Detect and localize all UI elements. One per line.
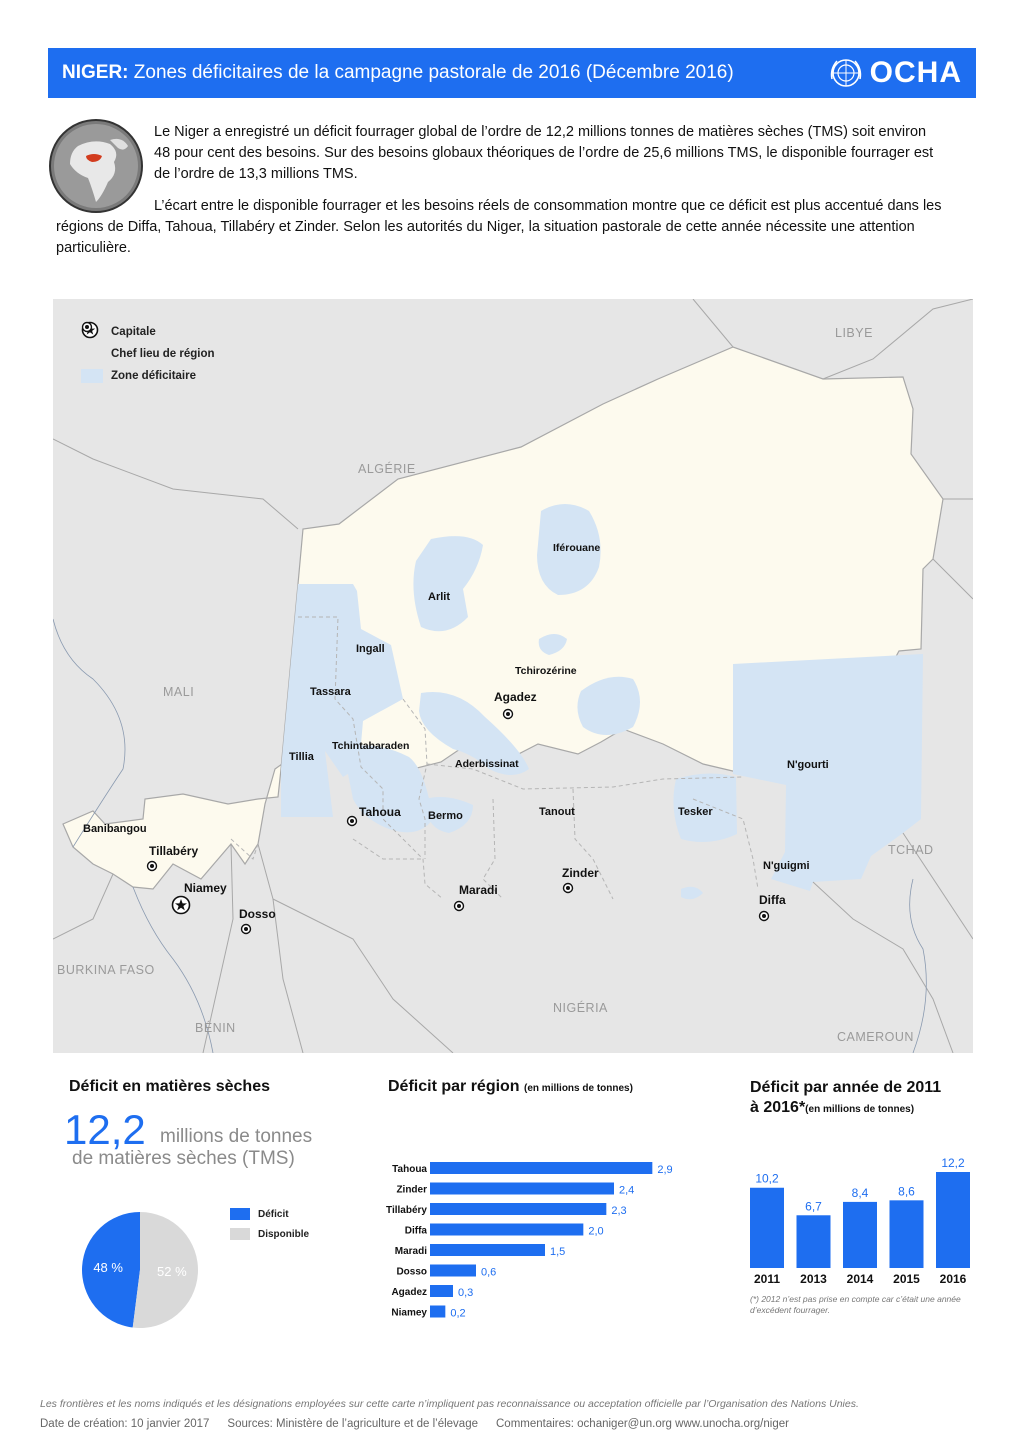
map-label-niamey: Niamey	[184, 881, 227, 895]
year-chart-title	[750, 1078, 941, 1120]
region-chart-unit: (en millions de tonnes)	[524, 1083, 633, 1094]
map-label-tillabery: Tillabéry	[149, 844, 199, 858]
country-label-tchad: TCHAD	[888, 843, 934, 857]
deficit-unit-line1: millions de tonnes	[160, 1126, 313, 1147]
region-tick-label: Zinder	[396, 1184, 427, 1196]
intro-paragraph-2: L’écart entre le disponible fourrager et les besoins réels de consommation montre que ce déficit est plus accentué dans les régions de Diffa, Tahoua, Tillabéry et Zinder. Selon les autorités du Niger, la situation pastorale de cette année nécessite une attention particulière.	[56, 198, 942, 256]
region-value-label: 2,0	[588, 1225, 604, 1238]
country-label-burkina-faso: BURKINA FASO	[57, 963, 155, 977]
region-bar	[430, 1183, 614, 1195]
footer-date: Date de création: 10 janvier 2017	[40, 1418, 210, 1430]
map-label-dosso: Dosso	[239, 907, 276, 921]
pie-label-disponible: 52 %	[157, 1264, 187, 1280]
map-label-bermo: Bermo	[428, 810, 463, 822]
region-chart-title	[388, 1078, 633, 1096]
deficit-zone-small-2	[681, 887, 703, 900]
year-value-label: 8,6	[898, 1184, 915, 1199]
year-value-label: 6,7	[805, 1199, 822, 1214]
pie-legend-deficit: Déficit	[258, 1208, 289, 1220]
un-emblem-icon	[828, 55, 864, 91]
footer-comments: Commentaires: ochaniger@un.org www.unocha.org/niger	[496, 1418, 789, 1430]
intro-paragraph-1: Le Niger a enregistré un déficit fourrager global de l’ordre de 12,2 millions tonnes de matières sèches (TMS) soit environ 48 pour cent des besoins. Sur des besoins globaux théoriques de l’ordre de 25,6 millions TMS, le disponible fourrager est de l’ordre de 13,3 millions TMS.	[154, 124, 934, 182]
region-seat-marker-dosso	[240, 923, 252, 935]
region-bar	[430, 1224, 583, 1236]
map-label-diffa: Diffa	[759, 893, 786, 907]
map-base	[53, 299, 973, 1053]
region-bar	[430, 1306, 445, 1318]
pie-label-deficit: 48 %	[93, 1259, 123, 1275]
map-label-banibangou: Banibangou	[83, 823, 147, 835]
year-value-label: 8,4	[851, 1185, 869, 1200]
ocha-logo	[828, 54, 962, 92]
year-chart-title-line1: Déficit par année de 2011	[750, 1079, 942, 1096]
map-label-tchintabaraden: Tchintabaraden	[332, 740, 410, 752]
region-bar	[430, 1203, 606, 1215]
map-label-arlit: Arlit	[428, 591, 450, 603]
year-value-label: 10,2	[755, 1171, 779, 1186]
map-label-agadez: Agadez	[494, 690, 537, 704]
country-name: NIGER:	[62, 62, 129, 83]
country-label-nigeria: NIGÉRIA	[553, 1001, 608, 1015]
year-tick-label: 2015	[893, 1272, 920, 1286]
footer-meta	[40, 1418, 990, 1430]
page-title	[62, 62, 734, 84]
country-label-algerie: ALGÉRIE	[358, 462, 416, 476]
year-bar	[890, 1200, 924, 1268]
title-text: Zones déficitaires de la campagne pastorale de 2016 (Décembre 2016)	[133, 62, 734, 83]
pie-legend-disponible: Disponible	[258, 1228, 310, 1240]
legend-region-seat-label: Chef lieu de région	[111, 348, 215, 360]
region-tick-label: Dosso	[396, 1266, 427, 1278]
year-bar	[843, 1202, 877, 1268]
map-legend	[81, 321, 215, 387]
pie-legend-swatch-disponible	[230, 1228, 250, 1240]
year-bar	[797, 1215, 831, 1268]
legend-capital-label: Capitale	[111, 326, 156, 338]
region-seat-marker-maradi	[453, 900, 465, 912]
year-value-label: 12,2	[941, 1156, 965, 1170]
year-bar-chart	[745, 1150, 985, 1290]
region-value-label: 2,9	[657, 1164, 673, 1176]
country-label-libye: LIBYE	[835, 326, 873, 340]
map-label-nguigmi: N'guigmi	[763, 860, 810, 872]
niger-map	[53, 299, 973, 1053]
country-label-mali: MALI	[163, 685, 195, 699]
year-bar	[750, 1188, 784, 1268]
region-tick-label: Diffa	[404, 1225, 427, 1237]
region-tick-label: Niamey	[391, 1307, 427, 1319]
region-tick-label: Tahoua	[392, 1164, 427, 1175]
deficit-unit-line2: de matières sèches (TMS)	[72, 1148, 295, 1169]
map-label-ngourti: N'gourti	[787, 759, 829, 771]
region-bar	[430, 1265, 476, 1277]
map-label-tillia: Tillia	[289, 751, 314, 763]
region-seat-marker-agadez	[502, 708, 514, 720]
map-label-tchirozerine: Tchirozérine	[515, 665, 577, 677]
region-tick-label: Maradi	[394, 1246, 427, 1257]
region-value-label: 0,6	[481, 1266, 497, 1279]
region-bar	[430, 1244, 545, 1256]
deficit-total-value: 12,2	[64, 1106, 146, 1153]
year-tick-label: 2011	[753, 1272, 781, 1286]
region-chart-title-text: Déficit par région	[388, 1078, 520, 1095]
capital-marker-niamey	[171, 895, 191, 915]
map-label-maradi: Maradi	[459, 883, 498, 897]
pie-legend	[230, 1204, 309, 1244]
region-value-label: 0,3	[458, 1287, 474, 1299]
region-bar-chart	[380, 1154, 710, 1324]
year-bar	[936, 1172, 970, 1268]
country-label-cameroun: CAMEROUN	[837, 1030, 914, 1044]
map-label-zinder: Zinder	[562, 866, 599, 880]
region-bar	[430, 1162, 652, 1174]
year-chart-title-line2: à 2016*	[750, 1099, 806, 1116]
map-label-tassara: Tassara	[310, 686, 351, 698]
year-tick-label: 2014	[846, 1272, 874, 1286]
deficit-pie-chart	[78, 1208, 202, 1332]
map-label-tanout: Tanout	[539, 806, 575, 818]
map-label-ingall: Ingall	[356, 643, 385, 655]
region-tick-label: Agadez	[391, 1287, 427, 1298]
ocha-wordmark: OCHA	[869, 56, 962, 89]
region-value-label: 1,5	[550, 1246, 566, 1258]
footer-disclaimer: Les frontières et les noms indiqués et les désignations employées sur cette carte n’impliquent pas reconnaissance ou acceptation officielle par l’Organisation des Nations Unies.	[40, 1398, 859, 1410]
region-seat-marker-tahoua	[346, 815, 358, 827]
year-tick-label: 2013	[800, 1272, 827, 1286]
footer-sources: Sources: Ministère de l’agriculture et de l’élevage	[227, 1418, 478, 1430]
region-tick-label: Tillabéry	[386, 1205, 427, 1216]
region-value-label: 2,4	[619, 1184, 635, 1197]
header-banner	[48, 48, 976, 98]
region-seat-marker-zinder	[562, 882, 574, 894]
map-label-aderbissinat: Aderbissinat	[455, 758, 519, 770]
year-chart-unit: (en millions de tonnes)	[805, 1104, 915, 1115]
deficit-zone-swatch	[81, 369, 103, 383]
country-label-benin: BÉNIN	[195, 1021, 236, 1035]
region-value-label: 0,2	[450, 1307, 466, 1320]
legend-deficit-label: Zone déficitaire	[111, 370, 196, 382]
region-value-label: 2,3	[611, 1205, 627, 1217]
map-label-tesker: Tesker	[678, 806, 713, 818]
map-label-iferouane: Iférouane	[553, 542, 601, 554]
year-chart-note: (*) 2012 n’est pas prise en compte car c’était une année d’excédent fourrager.	[750, 1294, 961, 1315]
pie-legend-swatch-deficit	[230, 1208, 250, 1220]
summary-title: Déficit en matières sèches	[69, 1078, 270, 1095]
map-label-tahoua: Tahoua	[359, 805, 401, 819]
region-seat-marker-tillabery	[146, 860, 158, 872]
year-tick-label: 2016	[939, 1272, 967, 1286]
region-seat-marker-diffa	[758, 910, 770, 922]
region-bar	[430, 1285, 453, 1297]
